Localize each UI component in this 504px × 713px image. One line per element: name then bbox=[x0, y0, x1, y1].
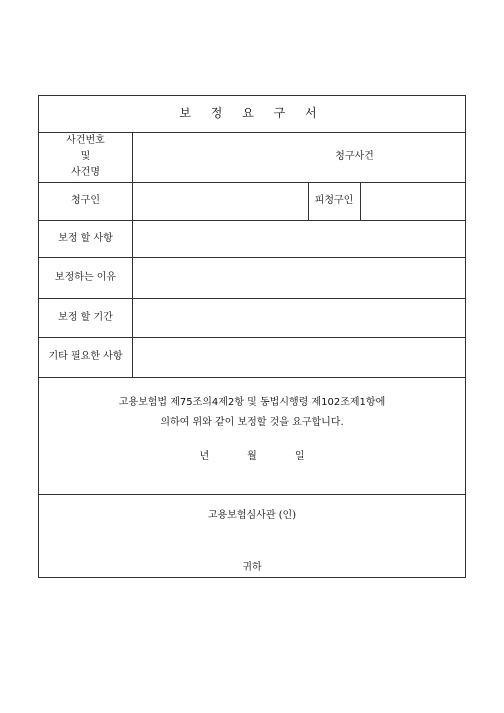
other-matters-field[interactable] bbox=[132, 337, 467, 377]
correction-reason-label: 보정하는 이유 bbox=[54, 271, 117, 283]
correction-items-label: 보정 할 사항 bbox=[58, 232, 113, 244]
case-label bbox=[39, 132, 132, 182]
form-title: 보 정 요 구 서 bbox=[179, 106, 325, 121]
respondent-label: 피청구인 bbox=[314, 195, 354, 206]
case-label-line2: 및 bbox=[80, 151, 91, 162]
case-value: 청구사건 bbox=[335, 151, 374, 162]
other-matters-label: 기타 필요한 사항 bbox=[48, 351, 123, 362]
declaration-block bbox=[39, 377, 465, 494]
declaration-line1: 고용보험법 제75조의4제2항 및 동법시행령 제102조제1항에 bbox=[118, 397, 386, 408]
date-day: 일 bbox=[294, 451, 305, 462]
correction-items-field[interactable] bbox=[132, 220, 467, 257]
date-year: 년 bbox=[199, 451, 210, 462]
correction-reason-field[interactable] bbox=[132, 257, 467, 298]
recipient-label: 귀하 bbox=[242, 562, 262, 573]
correction-period-field[interactable] bbox=[132, 298, 467, 337]
case-value-field[interactable] bbox=[132, 132, 467, 182]
case-label-line1: 사건번호 bbox=[66, 135, 105, 146]
examiner-signature: 고용보험심사관 (인) bbox=[207, 510, 297, 521]
date-month: 월 bbox=[247, 451, 257, 462]
correction-period-label: 보정 할 기간 bbox=[58, 311, 113, 323]
claimant-label: 청구인 bbox=[71, 195, 100, 206]
row-divider bbox=[39, 494, 465, 495]
correction-request-form bbox=[38, 95, 466, 578]
date-line bbox=[199, 447, 304, 467]
claimant-field[interactable] bbox=[132, 182, 308, 220]
respondent-field[interactable] bbox=[360, 182, 467, 220]
declaration-line2: 의하여 위와 같이 보정할 것을 요구합니다. bbox=[160, 417, 344, 428]
case-label-line3: 사건명 bbox=[71, 167, 100, 178]
